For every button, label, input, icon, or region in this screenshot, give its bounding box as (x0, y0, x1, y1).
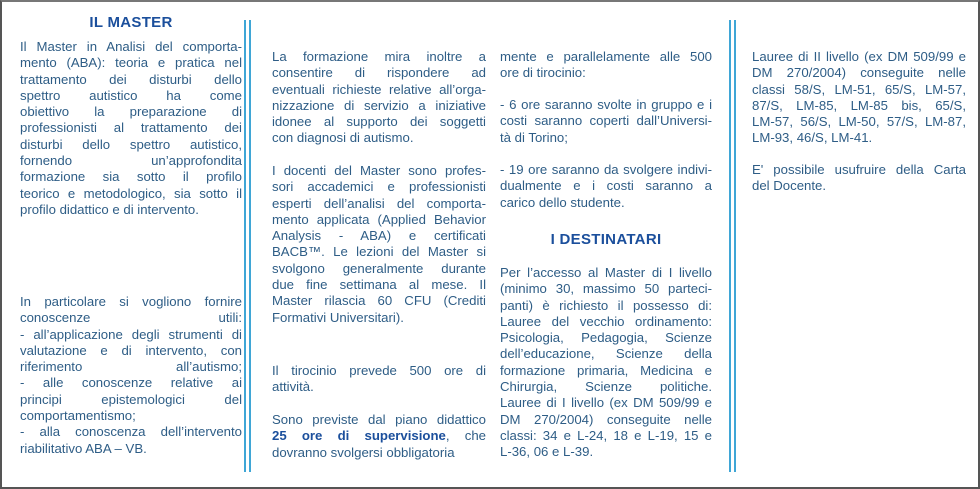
paragraph-line: La formazione mira inoltre a (272, 49, 486, 64)
paragraph-line: DM 270/2004) conseguite nelle (752, 65, 966, 81)
paragraph-line: del Docente. (752, 178, 827, 194)
paragraph-line: comportamentismo; (20, 408, 136, 424)
lauree-ii-livello-paragraph (752, 49, 966, 147)
paragraph-line: - alle conoscenze relative ai (20, 375, 242, 391)
paragraph-line: mento (ABA): teoria e pratica nel (20, 55, 242, 71)
paragraph-line: LM-93, 46/S, LM-41. (752, 130, 873, 146)
paragraph-line: dualmente e i costi saranno a (500, 178, 712, 194)
paragraph-line (272, 428, 486, 444)
paragraph-line: fornendo un’approfondita (20, 153, 242, 169)
paragraph-line: Sono previste dal piano didattico (272, 412, 486, 427)
paragraph-line: tà di Torino; (500, 129, 568, 145)
paragraph-line: Formativi Universitari). (272, 309, 404, 325)
paragraph-line: Il tirocinio prevede 500 ore di (272, 363, 486, 378)
column-separator (729, 20, 736, 472)
paragraph-line: profilo didattico e di intervento. (20, 201, 199, 217)
paragraph-line: ore di tirocinio: (500, 65, 586, 81)
column-tirocinio-destinatari (500, 2, 712, 482)
paragraph-line: BACB™. Le lezioni del Master si (272, 244, 486, 260)
paragraph-line: idonee al supporto dei soggetti (272, 114, 486, 130)
paragraph-line: (minimo 30, massimo 50 parteci- (500, 281, 712, 297)
paragraph-line: carico dello studente. (500, 194, 625, 210)
paragraph-line: eventuali richieste relative all’orga- (272, 81, 486, 97)
paragraph-line: E' possibile usufruire della Carta (752, 162, 966, 177)
paragraph-line: consentire di rispondere ad (272, 65, 486, 81)
column-il-master (20, 2, 242, 482)
paragraph-line: - alla conoscenza dell’intervento (20, 424, 242, 440)
paragraph-line: Psicologia, Pedagogia, Scienze (500, 330, 712, 346)
paragraph-line: Per l’accesso al Master di I livello (500, 265, 712, 280)
column-lauree (752, 2, 966, 482)
paragraph-text: , che (445, 428, 487, 444)
paragraph-line: sori accademici e professionisti (272, 179, 486, 195)
paragraph-line: principi epistemologici del (20, 391, 242, 407)
paragraph-line: attività. (272, 379, 314, 395)
paragraph-line: Lauree del vecchio ordinamento: (500, 313, 712, 329)
individual-hours-paragraph (500, 162, 712, 211)
paragraph-line: Master rilascia 60 CFU (Crediti (272, 293, 486, 309)
paragraph-line: dovranno svolgersi obbligatoria (272, 444, 455, 460)
paragraph-line: - 19 ore saranno da svolgere indivi- (500, 162, 712, 177)
paragraph-line: valutazione e di intervento, con (20, 342, 242, 358)
heading-destinatari: I DESTINATARI (550, 231, 662, 248)
knowledge-paragraph (20, 294, 242, 457)
group-hours-paragraph (500, 97, 712, 146)
tirocinio-paragraph (272, 363, 486, 396)
paragraph-line: panti) è richiesto il possesso di: (500, 297, 712, 313)
paragraph-line: trattamento dei disturbi dello (20, 71, 242, 87)
paragraph-line: Lauree di I livello (ex DM 509/99 e (500, 395, 712, 411)
paragraph-line: Chirurgia, Scienze politiche. (500, 379, 712, 395)
intro-paragraph (20, 39, 242, 218)
paragraph-line: riferimento all’autismo; (20, 359, 242, 375)
paragraph-line: disturbi dello spettro autistico, (20, 136, 242, 152)
paragraph-line: 87/S, LM-85, LM-85 bis, 65/S, (752, 97, 966, 113)
paragraph-line: L-36, 06 e L-39. (500, 444, 594, 460)
paragraph-lines (272, 445, 486, 461)
paragraph-line: Lauree di II livello (ex DM 509/99 e (752, 49, 966, 64)
supervisione-paragraph (272, 412, 486, 461)
destinatari-paragraph (500, 265, 712, 461)
paragraph-line: dell’educazione, Scienze della (500, 346, 712, 362)
paragraph-line: - all’applicazione degli strumenti di (20, 326, 242, 342)
paragraph-line: Analysis - ABA) e certificati (272, 228, 486, 244)
paragraph-line: riabilitativo ABA – VB. (20, 440, 147, 456)
paragraph-line: I docenti del Master sono profes- (272, 163, 486, 178)
paragraph-line: nizzazione di servizio a iniziative (272, 97, 486, 113)
paragraph-lines (272, 412, 486, 428)
paragraph-line: - 6 ore saranno svolte in gruppo e i (500, 97, 712, 112)
heading-il-master: IL MASTER (89, 14, 173, 31)
paragraph-line: formazione primaria, Medicina e (500, 362, 712, 378)
tirocinio-cont-paragraph (500, 49, 712, 82)
paragraph-line: Il Master in Analisi del comporta- (20, 39, 242, 54)
paragraph-line: classi 58/S, LM-51, 65/S, LM-57, (752, 81, 966, 97)
paragraph-line: costi saranno coperti dall’Universi- (500, 113, 712, 129)
paragraph-line: teorico e metodologico, sia sotto il (20, 185, 242, 201)
paragraph-line: due fine settimana al mese. Il (272, 277, 486, 293)
column-formazione (272, 2, 486, 482)
paragraph-line: svolgono generalmente durante (272, 260, 486, 276)
docenti-paragraph (272, 163, 486, 326)
column-separator (244, 20, 251, 472)
paragraph-line: formazione sia sotto il profilo (20, 169, 242, 185)
formazione-paragraph (272, 49, 486, 147)
paragraph-line: In particolare si vogliono fornire (20, 294, 242, 309)
paragraph-line: mento applicata (Applied Behavior (272, 211, 486, 227)
paragraph-line: esperti dell’analisi del comporta- (272, 195, 486, 211)
paragraph-line: spettro autistico ha come (20, 87, 242, 103)
paragraph-line: classi: 34 e L-24, 18 e L-19, 15 e (500, 427, 712, 443)
paragraph-line: LM-57, 56/S, LM-50, 57/S, LM-87, (752, 114, 966, 130)
paragraph-line: DM 270/2004) conseguite nelle (500, 411, 712, 427)
paragraph-line: obiettivo la preparazione di (20, 104, 242, 120)
carta-docente-paragraph (752, 162, 966, 195)
paragraph-line: mente e parallelamente alle 500 (500, 49, 712, 64)
paragraph-line: professionisti al trattamento dei (20, 120, 242, 136)
paragraph-line: con diagnosi di autismo. (272, 130, 414, 146)
supervisione-hours: 25 ore di supervisione (272, 428, 446, 444)
paragraph-line: conoscenze utili: (20, 310, 242, 326)
